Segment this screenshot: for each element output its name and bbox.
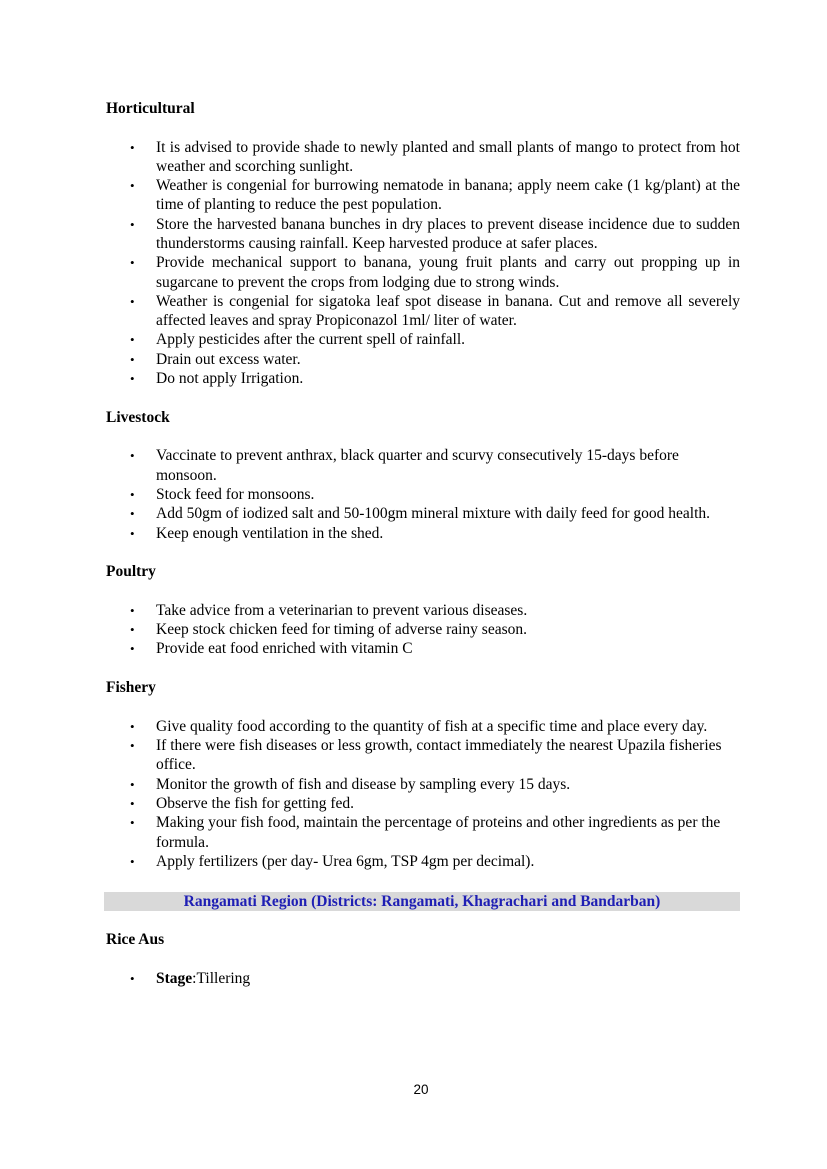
bullet-icon: • [130, 255, 135, 271]
bullet-icon: • [130, 525, 135, 541]
list-item: • Provide mechanical support to banana, young fruit plants and carry out propping up in sugarcane to prevent the crops from lodging due to strong winds. [130, 254, 740, 291]
stage-value: :Tillering [192, 969, 251, 987]
list-item: • Drain out excess water. [130, 350, 301, 368]
section-title-poultry: Poultry [106, 563, 156, 581]
page-number: 20 [413, 1082, 429, 1097]
list-item: • It is advised to provide shade to newly planted and small plants of mango to protect from hot weather and scorching sunlight. [130, 138, 740, 175]
list-item: • Apply pesticides after the current spell of rainfall. [130, 331, 466, 349]
bullet-icon: • [130, 139, 135, 155]
bullet-icon: • [130, 776, 135, 792]
bullet-icon: • [130, 970, 135, 986]
document-page [106, 99, 740, 988]
list-item: • Give quality food according to the quantity of fish at a specific time and place every day. [130, 717, 708, 735]
poultry-list [106, 601, 740, 659]
bullet-icon: • [130, 795, 135, 811]
bullet-icon: • [130, 448, 135, 464]
region-heading-bar: Rangamati Region (Districts: Rangamati, Khagrachari and Bandarban) [104, 892, 740, 911]
list-item: • Vaccinate to prevent anthrax, black quarter and scurvy consecutively 15-days before monsoon. [130, 447, 679, 484]
section-title-livestock: Livestock [106, 408, 170, 426]
bullet-icon: • [130, 178, 135, 194]
bullet-icon: • [130, 718, 135, 734]
fishery-list [106, 717, 740, 871]
bullet-icon: • [130, 486, 135, 502]
rice-aus-list [106, 969, 740, 988]
list-item: • If there were fish diseases or less growth, contact immediately the nearest Upazila fisheries office. [130, 737, 722, 774]
section-title-rice-aus: Rice Aus [106, 931, 165, 949]
stage-label: Stage [156, 969, 193, 987]
bullet-icon: • [130, 332, 135, 348]
list-item: • Weather is congenial for sigatoka leaf spot disease in banana. Cut and remove all severely affected leaves and spray Propiconazol 1ml/ liter of water. [130, 292, 740, 330]
bullet-icon: • [130, 738, 135, 754]
list-item: • Making your fish food, maintain the percentage of proteins and other ingredients as per the formula. [130, 814, 721, 851]
list-item: • Provide eat food enriched with vitamin C [130, 640, 413, 658]
list-item: • Keep enough ventilation in the shed. [130, 524, 384, 542]
bullet-icon: • [130, 641, 135, 657]
list-item: • Store the harvested banana bunches in dry places to prevent disease incidence due to sudden thunderstorms causing rainfall. Keep harvested produce at safer places. [130, 215, 740, 252]
list-item: • Observe the fish for getting fed. [130, 794, 354, 812]
bullet-icon: • [130, 293, 135, 309]
horticultural-list [106, 138, 740, 389]
list-item: • Stock feed for monsoons. [130, 485, 315, 503]
bullet-icon: • [130, 602, 135, 618]
section-title-fishery: Fishery [106, 679, 156, 697]
list-item: • Add 50gm of iodized salt and 50-100gm mineral mixture with daily feed for good health. [130, 505, 710, 523]
bullet-icon: • [130, 815, 135, 831]
section-title-horticultural: Horticultural [106, 100, 195, 117]
list-item: • Do not apply Irrigation. [130, 370, 304, 388]
list-item: • Apply fertilizers (per day- Urea 6gm, TSP 4gm per decimal). [130, 852, 535, 870]
bullet-icon: • [130, 853, 135, 869]
bullet-icon: • [130, 371, 135, 387]
bullet-icon: • [130, 216, 135, 232]
list-item: • Take advice from a veterinarian to prevent various diseases. [130, 601, 528, 619]
list-item: • Keep stock chicken feed for timing of adverse rainy season. [130, 621, 528, 639]
bullet-icon: • [130, 351, 135, 367]
bullet-icon: • [130, 506, 135, 522]
bullet-icon: • [130, 622, 135, 638]
list-item: • Monitor the growth of fish and disease by sampling every 15 days. [130, 775, 571, 793]
livestock-list [106, 446, 740, 542]
list-item [106, 969, 740, 988]
list-item: • Weather is congenial for burrowing nematode in banana; apply neem cake (1 kg/plant) at the time of planting to reduce the pest population. [130, 177, 740, 214]
